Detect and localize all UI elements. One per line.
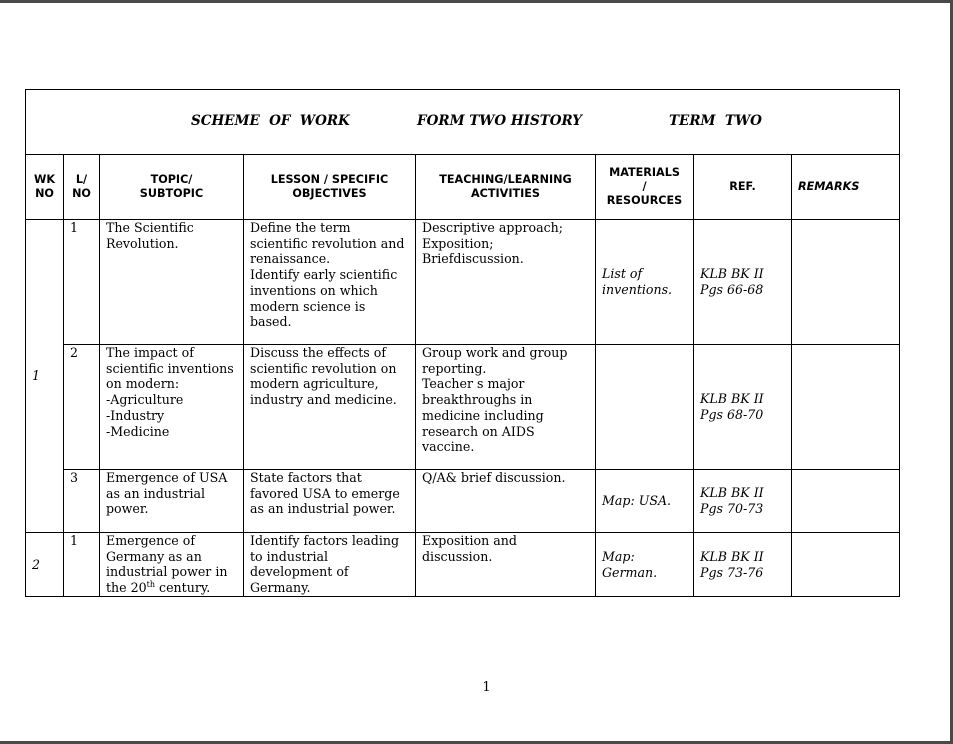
lesson-number: 1 — [64, 220, 100, 345]
remarks-cell — [792, 220, 900, 345]
objectives-cell: Identify factors leading to industrial development of Germany. — [244, 533, 416, 597]
scheme-of-work-table — [25, 89, 900, 597]
materials-cell: Map: German. — [596, 533, 694, 597]
activities-cell: Exposition and discussion. — [416, 533, 596, 597]
header-topic: TOPIC/ SUBTOPIC — [100, 155, 244, 220]
title-row — [26, 90, 900, 155]
remarks-cell — [792, 470, 900, 533]
topic-cell: The impact of scientific inventions on modern: -Agriculture -Industry -Medicine — [100, 345, 244, 470]
materials-cell: Map: USA. — [596, 470, 694, 533]
remarks-cell — [792, 345, 900, 470]
week-cell: 2 — [26, 533, 64, 597]
materials-cell — [596, 345, 694, 470]
header-lesson-no: L/ NO — [64, 155, 100, 220]
objectives-cell: State factors that favored USA to emerge as an industrial power. — [244, 470, 416, 533]
header-materials: MATERIALS / RESOURCES — [596, 155, 694, 220]
week-cell: 1 — [26, 220, 64, 533]
ref-cell: KLB BK II Pgs 70-73 — [694, 470, 792, 533]
topic-cell: Emergence of USA as an industrial power. — [100, 470, 244, 533]
topic-cell: Emergence of Germany as an industrial power in the 20th century. — [100, 533, 244, 597]
materials-cell: List of inventions. — [596, 220, 694, 345]
objectives-cell: Define the term scientific revolution and renaissance. Identify early scientific inventions on which modern science is based. — [244, 220, 416, 345]
header-remarks: REMARKS — [792, 155, 900, 220]
topic-cell: The Scientific Revolution. — [100, 220, 244, 345]
page-number: 1 — [482, 680, 491, 695]
lesson-number: 1 — [64, 533, 100, 597]
activities-cell: Descriptive approach; Exposition; Briefdiscussion. — [416, 220, 596, 345]
lesson-number: 2 — [64, 345, 100, 470]
header-activities: TEACHING/LEARNING ACTIVITIES — [416, 155, 596, 220]
objectives-cell: Discuss the effects of scientific revolution on modern agriculture, industry and medicine. — [244, 345, 416, 470]
remarks-cell — [792, 533, 900, 597]
ref-cell: KLB BK II Pgs 66-68 — [694, 220, 792, 345]
lesson-number: 3 — [64, 470, 100, 533]
term-title: TERM TWO — [669, 113, 762, 129]
activities-cell: Group work and group reporting. Teacher s major breakthroughs in medicine including research on AIDS vaccine. — [416, 345, 596, 470]
title-cell — [26, 90, 900, 155]
table-row — [26, 470, 900, 533]
table-row — [26, 345, 900, 470]
activities-cell: Q/A& brief discussion. — [416, 470, 596, 533]
header-row — [26, 155, 900, 220]
ref-cell: KLB BK II Pgs 73-76 — [694, 533, 792, 597]
table-row — [26, 533, 900, 597]
scheme-title: SCHEME OF WORK — [191, 113, 350, 129]
table-row — [26, 220, 900, 345]
header-ref: REF. — [694, 155, 792, 220]
header-wk-no: WK NO — [26, 155, 64, 220]
header-objectives: LESSON / SPECIFIC OBJECTIVES — [244, 155, 416, 220]
form-title: FORM TWO HISTORY — [417, 113, 582, 129]
ref-cell: KLB BK II Pgs 68-70 — [694, 345, 792, 470]
